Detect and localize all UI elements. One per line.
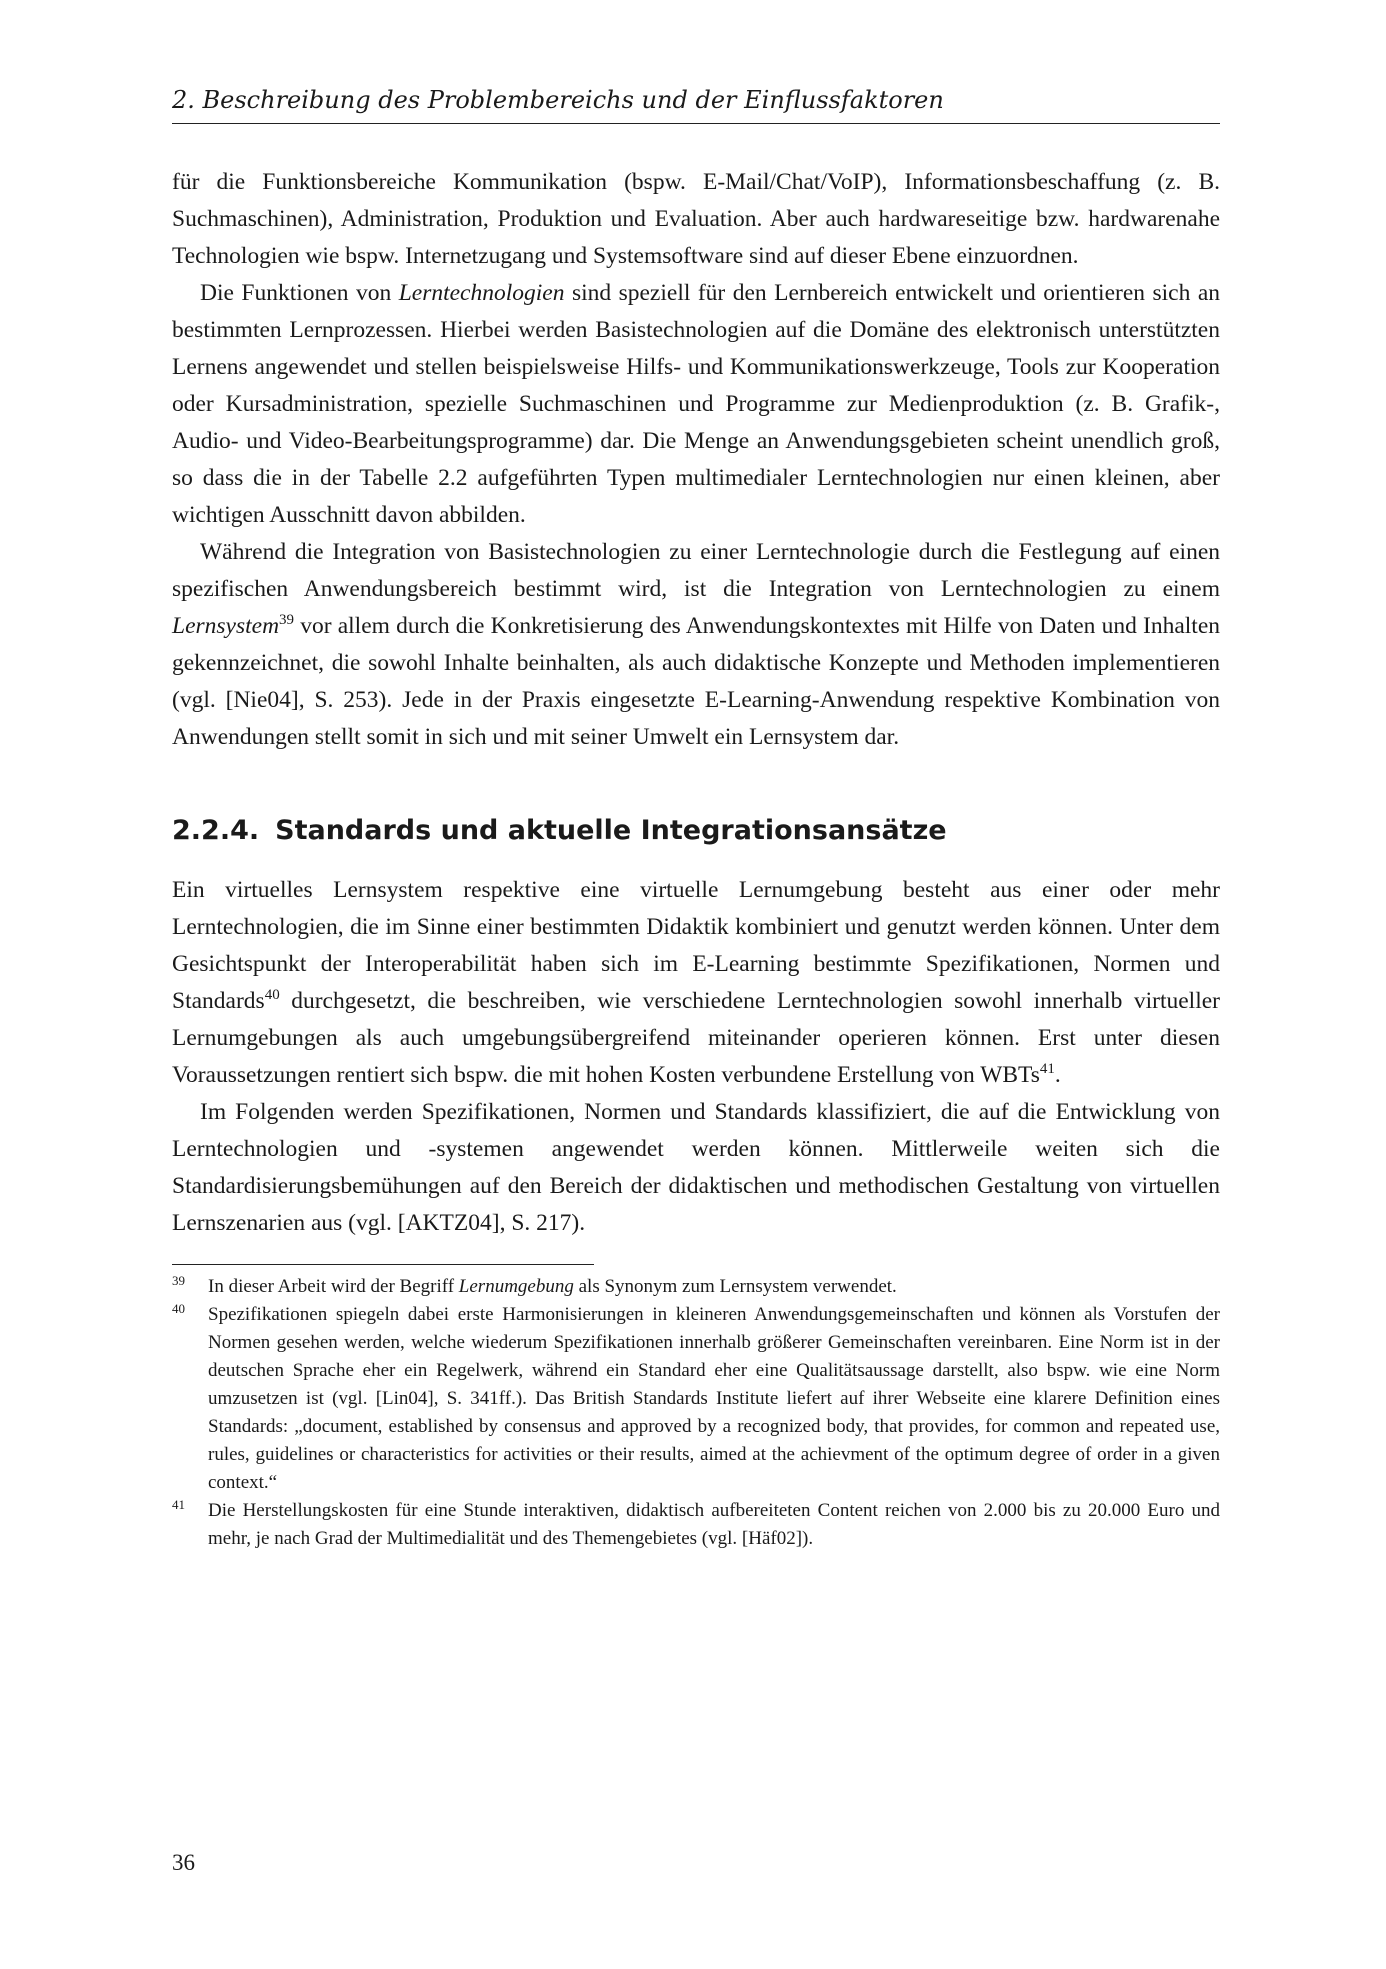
paragraph-continuation: für die Funktionsbereiche Kommunikation (bspw. E-Mail/Chat/VoIP), Informationsbeschaffung (z. B. Suchmaschinen), Administration, Produktion und Evaluation. Aber auch hardwareseitige bzw. hardwarenahe Technologien wie bspw. Internetzugang und Systemsoftware sind auf dieser Ebene einzuordnen. [172, 169, 1220, 269]
paragraph-lernsystem: Während die Integration von Basistechnologien zu einer Lerntechnologie durch die Festlegung auf einen spezifischen Anwendungsbereich bestimmt wird, ist die Integration von Lerntechnologien zu einem Lernsystem$^{39}$ vor allem durch die Konkretisierung des Anwendungskontextes mit Hilfe von Daten und Inhalten gekennzeichnet, die sowohl Inhalte beinhalten, als auch didaktische Konzepte und Methoden implementieren (vgl. [Nie04], S. 253). Jede in der Praxis eingesetzte E-Learning-Anwendung respektive Kombination von Anwendungen stellt somit in sich und mit seiner Umwelt ein Lernsystem dar. [172, 539, 1220, 750]
page-number: 36 [172, 1850, 195, 1875]
running-head: 2. Beschreibung des Problembereichs und der Einflussfaktoren [172, 85, 1220, 124]
term-lernsystem: Lernsystem [172, 613, 280, 639]
section-title: Standards und aktuelle Integrationsansätze [275, 815, 947, 846]
paragraph-klassifikation: Im Folgenden werden Spezifikationen, Normen und Standards klassifiziert, die auf die Entwicklung von Lerntechnologien und -systemen angewendet werden können. Mittlerweile weiten sich die Standardisierungsbemühungen auf den Bereich der didaktischen und methodischen Gestaltung von virtuellen Lernszenarien aus (vgl. [AKTZ04], S. 217). [172, 1099, 1220, 1236]
footnote-41: 41 Die Herstellungskosten für eine Stunde interaktiven, didaktisch aufbereiteten Content reichen von 2.000 bis zu 20.000 Euro und mehr, je nach Grad der Multimedialität und des Themengebietes (vgl. [Häf02]). [172, 1497, 1220, 1553]
footnote-40: 40 Spezifikationen spiegeln dabei erste Harmonisierungen in kleineren Anwendungsgemeinschaften und können als Vorstufen der Normen gesehen werden, welche wiederum Spezifikationen innerhalb größerer Gemeinschaften vereinbaren. Eine Norm ist in der deutschen Sprache eher ein Regelwerk, während ein Standard eher eine Qualitätsaussage darstellt, also bspw. wie eine Norm umzusetzen ist (vgl. [Lin04], S. 341ff.). Das British Standards Institute liefert auf ihrer Webseite eine klarere Definition eines Standards: „document, established by consensus and approved by a recognized body, that provides, for common and repeated use, rules, guidelines or characteristics for activities or their results, aimed at the achievment of the optimum degree of order in a given context.“ [172, 1301, 1220, 1497]
footnote-39: 39 In dieser Arbeit wird der Begriff Lernumgebung als Synonym zum Lernsystem verwendet. [172, 1273, 1220, 1301]
footnote-ref-40[interactable]: 40 [264, 987, 280, 1003]
section-heading [172, 814, 1220, 848]
footnote-number: 41 [172, 1497, 185, 1512]
section-number: 2.2.4. [172, 815, 260, 846]
footnote-ref-41[interactable]: 41 [1039, 1061, 1055, 1077]
term-lernumgebung: Lernumgebung [458, 1276, 574, 1297]
footnote-ref-39[interactable]: 39 [279, 612, 295, 628]
footnote-number: 39 [172, 1273, 185, 1288]
paragraph-lerntechnologien: Die Funktionen von Lerntechnologien sind speziell für den Lernbereich entwickelt und orientieren sich an bestimmten Lernprozessen. Hierbei werden Basistechnologien auf die Domäne des elektronisch unterstützten Lernens angewendet und stellen beispielsweise Hilfs- und Kommunikationswerkzeuge, Tools zur Kooperation oder Kursadministration, spezielle Suchmaschinen und Programme zur Medienproduktion (z. B. Grafik-, Audio- und Video-Bearbeitungsprogramme) dar. Die Menge an Anwendungsgebieten scheint unendlich groß, so dass die in der Tabelle 2.2 aufgeführten Typen multimedialer Lerntechnologien nur einen kleinen, aber wichtigen Ausschnitt davon abbilden. [172, 280, 1220, 528]
footnote-divider [172, 1264, 594, 1265]
footnote-number: 40 [172, 1301, 185, 1316]
term-lerntechnologien: Lerntechnologien [398, 280, 565, 306]
paragraph-standards: Ein virtuelles Lernsystem respektive eine virtuelle Lernumgebung besteht aus einer oder mehr Lerntechnologien, die im Sinne einer bestimmten Didaktik kombiniert und genutzt werden können. Unter dem Gesichtspunkt der Interoperabilität haben sich im E-Learning bestimmte Spezifikationen, Normen und Standards$^{40}$ durchgesetzt, die beschreiben, wie verschiedene Lerntechnologien sowohl innerhalb virtueller Lernumgebungen als auch umgebungsübergreifend miteinander operieren können. Erst unter diesen Voraussetzungen rentiert sich bspw. die mit hohen Kosten verbundene Erstellung von WBTs$^{41}$. [172, 877, 1220, 1088]
page-body [172, 85, 1220, 1553]
